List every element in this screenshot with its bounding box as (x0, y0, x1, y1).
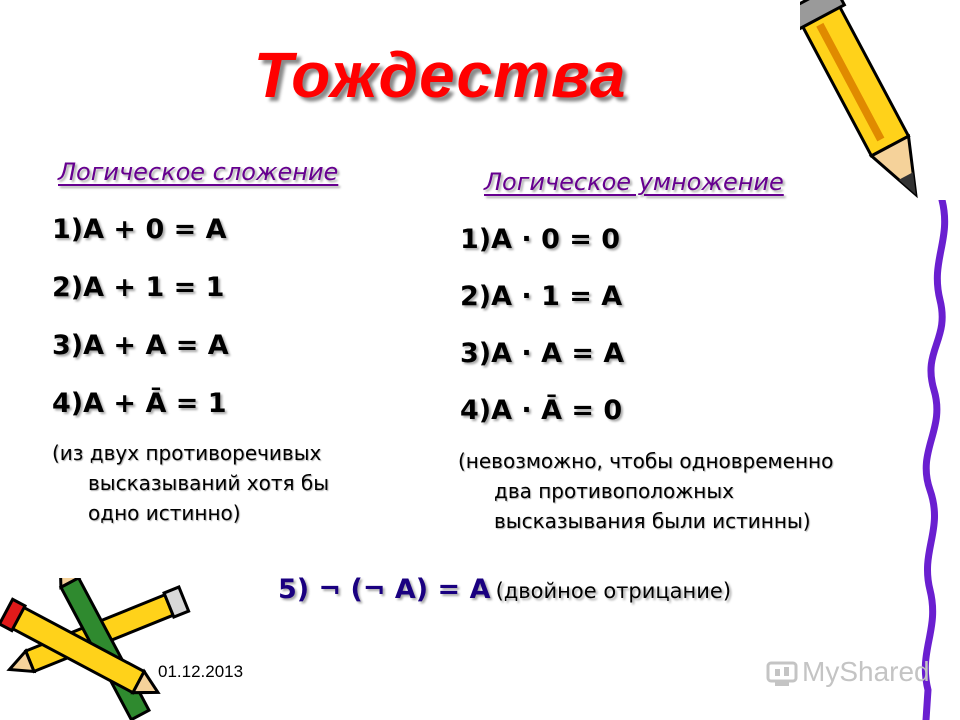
watermark-text: MyShared (802, 656, 930, 687)
double-negation-formula: 5) ¬ (¬ A) = A (278, 574, 491, 605)
left-note-line: высказываний хотя бы (88, 471, 330, 495)
pencil-icon (800, 0, 950, 240)
right-identity-2: 2)A · 1 = A (460, 281, 623, 312)
pencils-cluster-icon (0, 578, 200, 720)
double-negation-note: (двойное отрицание) (495, 579, 732, 603)
right-note (458, 446, 878, 536)
right-heading: Логическое умножение (484, 168, 784, 196)
slide-date: 01.12.2013 (158, 662, 244, 681)
double-negation-identity (278, 574, 731, 605)
right-note-line: два противоположных (494, 479, 734, 503)
left-heading: Логическое сложение (58, 158, 339, 186)
right-identity-4: 4)A · Ā = 0 (460, 395, 623, 426)
right-identity-3: 3)A · A = A (460, 338, 625, 369)
left-identity-2: 2)A + 1 = 1 (52, 272, 225, 303)
left-identity-3: 3)A + A = A (52, 330, 229, 361)
right-identity-1: 1)A · 0 = 0 (460, 224, 621, 255)
myshared-logo-icon (766, 659, 798, 689)
left-note (52, 438, 392, 528)
page-title: Тождества (253, 39, 627, 111)
left-identity-1: 1)A + 0 = A (52, 214, 227, 245)
left-note-line: (из двух противоречивых (52, 441, 322, 465)
squiggle-decoration (900, 200, 960, 720)
left-identity-4: 4)A + Ā = 1 (52, 388, 227, 419)
right-note-line: (невозможно, чтобы одновременно (458, 449, 834, 473)
right-note-line: высказывания были истинны) (494, 509, 811, 533)
left-note-line: одно истинно) (88, 501, 241, 525)
watermark (766, 656, 930, 689)
